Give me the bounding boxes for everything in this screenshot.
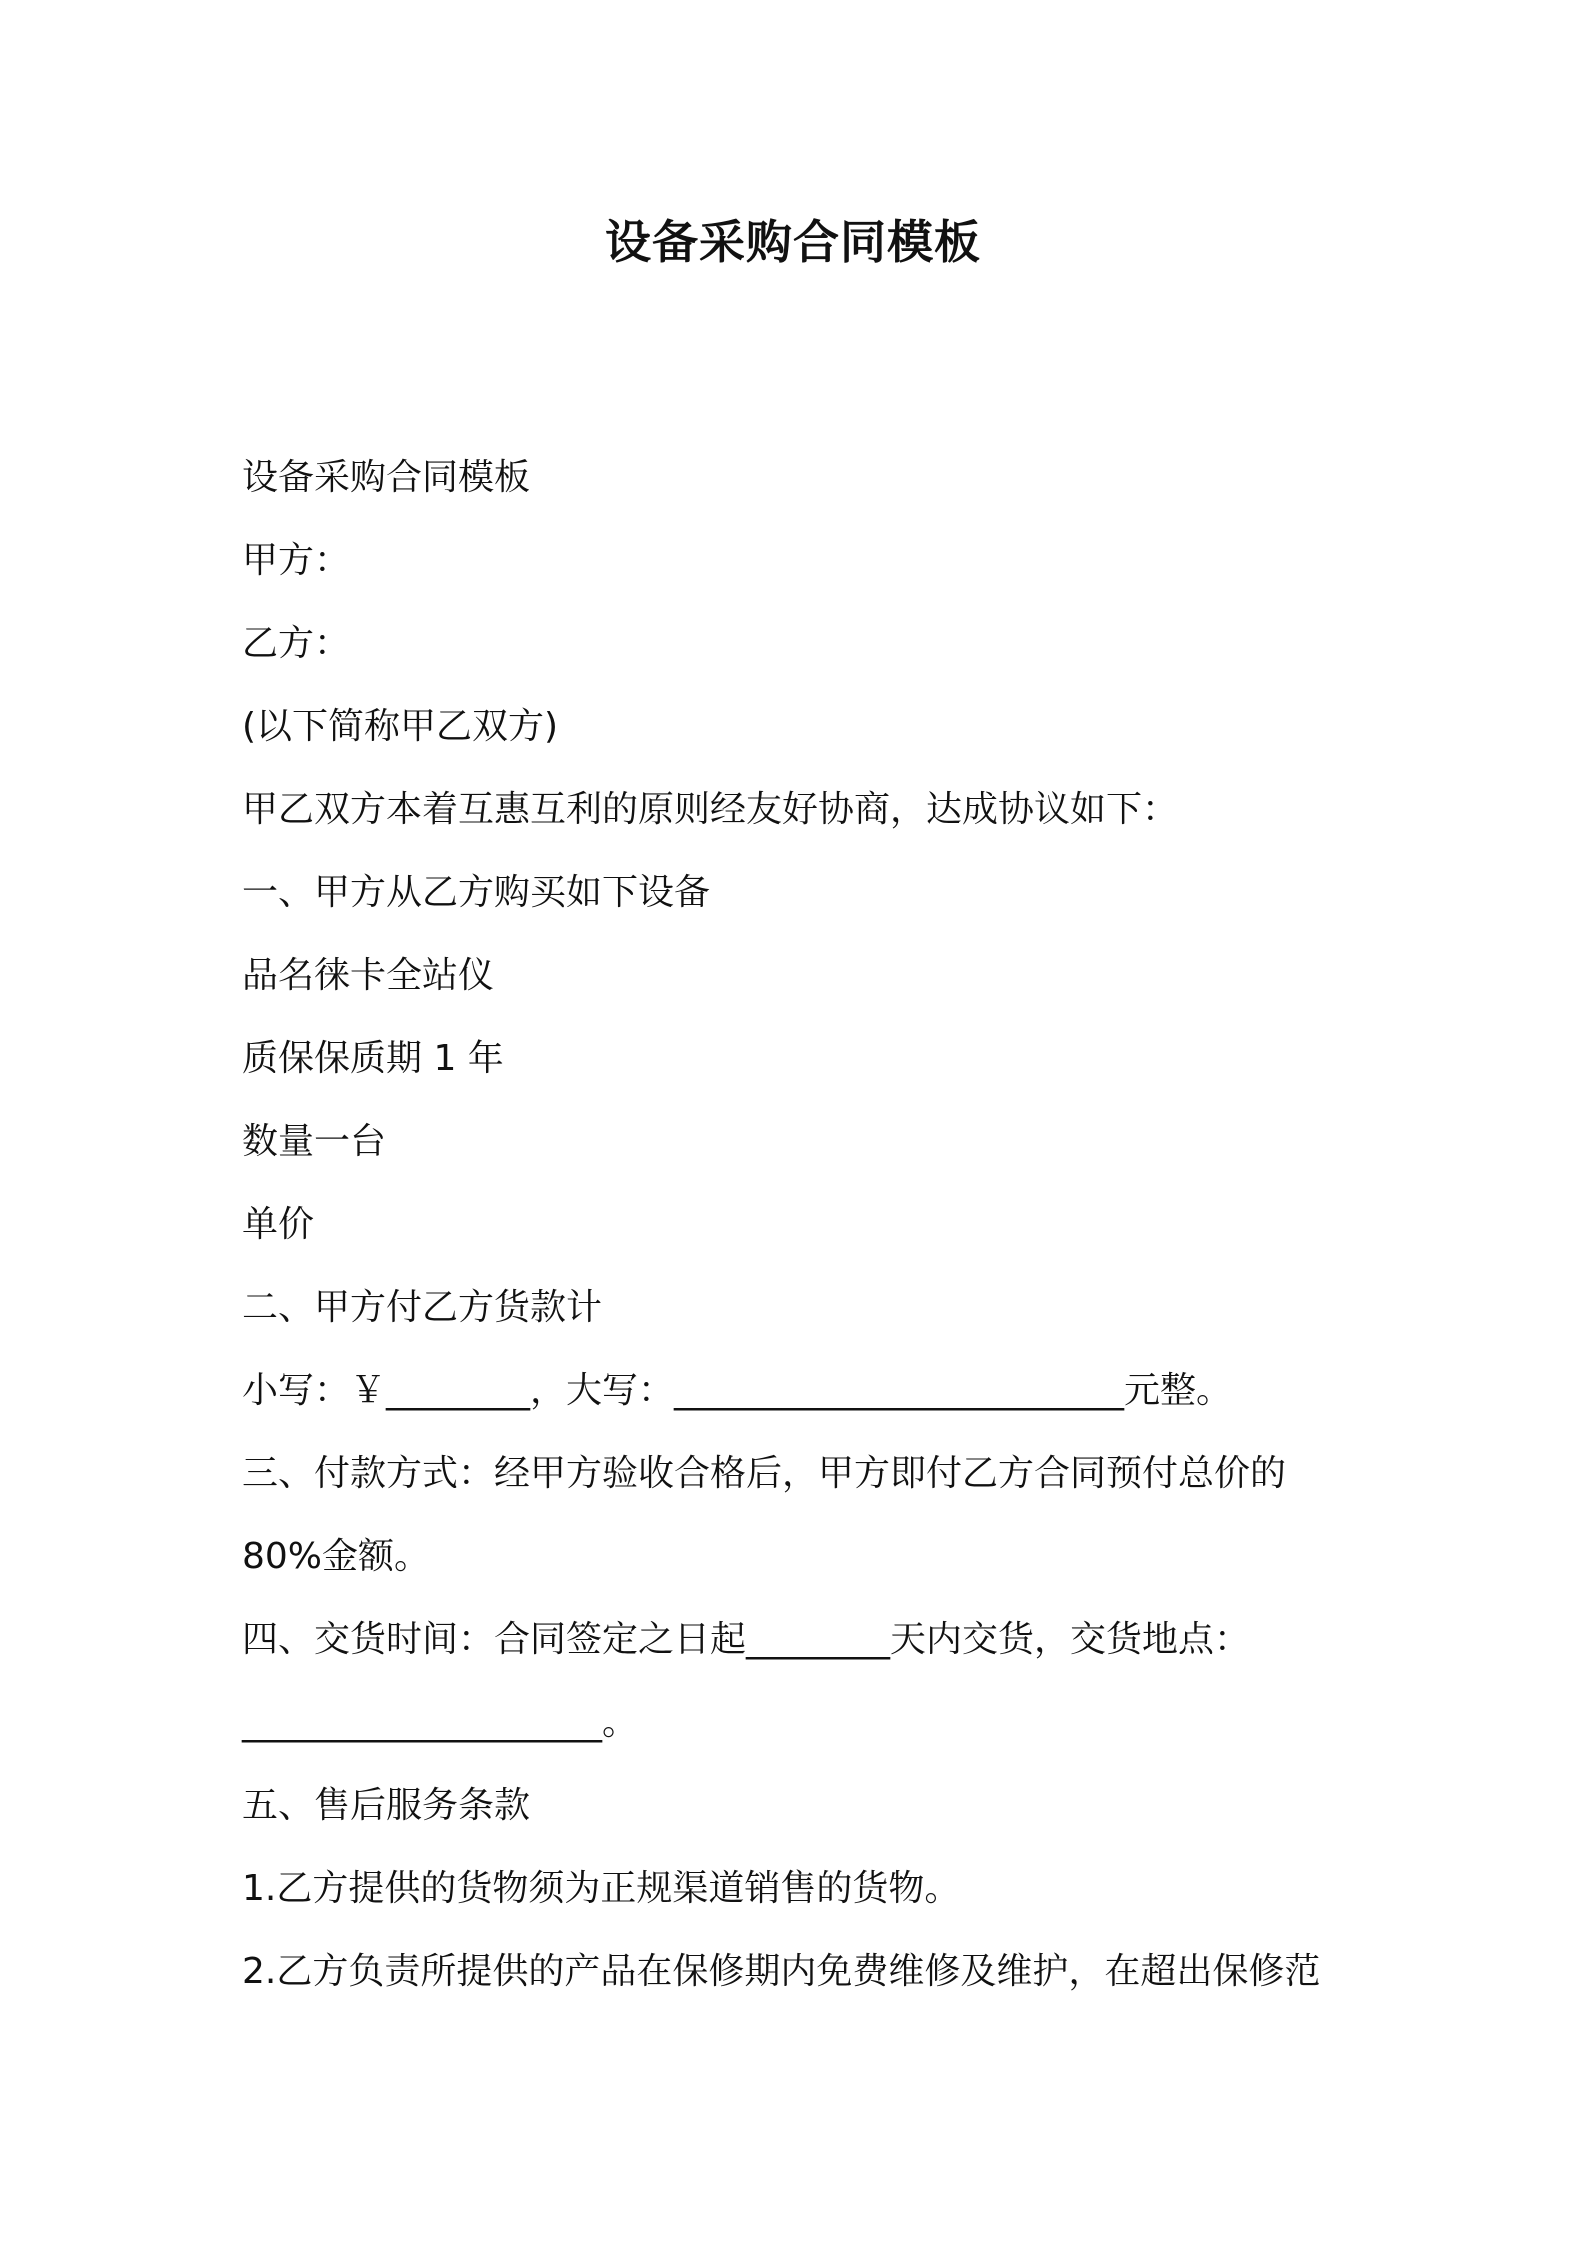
clause-1-heading: 一、甲方从乙方购买如下设备 xyxy=(242,872,711,913)
amount-line: 小写：￥________，大写：_________________________元整。 xyxy=(242,1370,1233,1411)
clause-3-continuation: 80%金额。 xyxy=(242,1536,431,1577)
clause-2-heading: 二、甲方付乙方货款计 xyxy=(242,1287,603,1328)
quantity-line: 数量一台 xyxy=(242,1121,387,1162)
page-title: 设备采购合同模板 xyxy=(605,215,981,269)
clause-5-heading: 五、售后服务条款 xyxy=(242,1785,531,1826)
clause-4-line: 四、交货时间：合同签定之日起________天内交货，交货地点： xyxy=(242,1619,1251,1660)
party-b-line: 乙方： xyxy=(242,623,351,664)
product-name-line: 品名徕卡全站仪 xyxy=(242,955,495,996)
party-a-line: 甲方： xyxy=(242,540,351,581)
delivery-location-blank: ____________________。 xyxy=(242,1702,638,1743)
warranty-line: 质保保质期 1 年 xyxy=(242,1038,504,1079)
service-term-2: 2.乙方负责所提供的产品在保修期内免费维修及维护，在超出保修范 xyxy=(242,1951,1321,1992)
abbreviation-line: (以下简称甲乙双方) xyxy=(242,706,559,747)
agreement-intro-line: 甲乙双方本着互惠互利的原则经友好协商，达成协议如下： xyxy=(242,789,1179,830)
document-heading-line: 设备采购合同模板 xyxy=(242,457,531,498)
unit-price-line: 单价 xyxy=(242,1204,315,1245)
service-term-1: 1.乙方提供的货物须为正规渠道销售的货物。 xyxy=(242,1868,961,1909)
clause-3-line: 三、付款方式：经甲方验收合格后，甲方即付乙方合同预付总价的 xyxy=(242,1453,1287,1494)
